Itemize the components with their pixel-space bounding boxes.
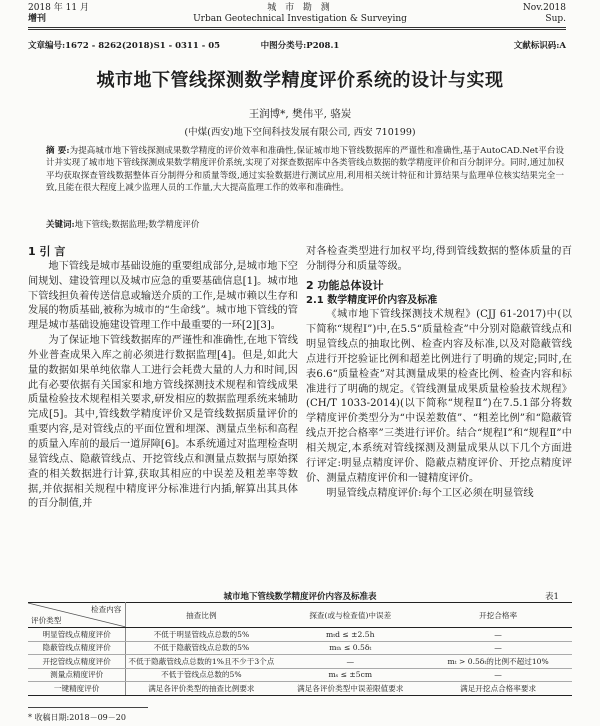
abstract-label: 摘 要: xyxy=(46,146,70,156)
left-column xyxy=(28,245,298,581)
table-row xyxy=(28,628,572,642)
corner-top-label: 检查内容 xyxy=(91,605,122,614)
paper-affiliation: (中煤(西安)地下空间科技发展有限公司, 西安 710199) xyxy=(184,127,416,138)
header-rule-2 xyxy=(28,29,566,30)
table-row xyxy=(28,641,572,655)
table-cell: — xyxy=(424,668,572,682)
table-cell: 不低于明显管线点总数的5% xyxy=(126,628,276,642)
article-number: 文章编号:1672 - 8262(2018)S1 - 0311 - 05 xyxy=(28,41,221,51)
received-date-footnote: * 收稿日期:2018－09－20 xyxy=(28,713,126,722)
keywords-label: 关键词: xyxy=(46,220,75,230)
header-month-en: Nov.2018 xyxy=(522,3,566,13)
right-column xyxy=(306,245,572,581)
table-header-row xyxy=(28,603,572,628)
table-cell: — xyxy=(424,628,572,642)
keywords xyxy=(46,219,564,231)
table-cell: mₜd ≤ ±2.5h xyxy=(276,628,424,642)
table-header-cell: 抽查比例 xyxy=(126,603,276,628)
header-supp-en: Sup. xyxy=(545,14,566,24)
table-cell: 不低于隐蔽管线点总数的1%且不少于3个点 xyxy=(126,655,276,669)
precision-standard-table xyxy=(28,602,572,696)
section-2-1-heading: 2.1 数学精度评价内容及标准 xyxy=(306,294,438,306)
clc-number: 中图分类号:P208.1 xyxy=(260,41,340,51)
table-cell: 满足开挖点合格率要求 xyxy=(424,682,572,696)
obvious-point-paragraph: 明显管线点精度评价:每个工区必须在明显管线 xyxy=(326,487,534,499)
table-cell: 满足各评价类型中误差限值要求 xyxy=(276,682,424,696)
intro-paragraph-2: 为了保证地下管线数据库的严谨性和准确性,在地下管线外业普查成果入库之前必须进行数据监理[4]。但是,如此大量的数据如果单纯依靠人工进行会耗费大量的人力和时间,因此有必要依据有关国家和地方管线探测技术规程和管线成果质量检验技术规程相关要求,研发相应的数据监理系统来辅助完成[5]。其中,管线数学精度评价又是管线数据质量评价的重要内容,是对管线点的平面位置和埋深、测量点坐标和高程的质量入库前的最后一道屏障[6]。本系统通过对监理检查明显管线点、隐蔽管线点、开挖管线点和测量点数据与原始探查的相关数据进行计算,获取其相应的中误差及粗差率等数据,并依据相关规程中精度评分标准进行内插,解算出其具体的百分制值,并 xyxy=(28,335,298,510)
paper-authors: 王润博*, 樊伟平, 骆炭 xyxy=(248,108,352,120)
abstract xyxy=(46,145,564,194)
table-cell: mₜ > 0.5δₜ的比例不超过10% xyxy=(424,655,572,669)
abstract-text: 为提高城市地下管线探测成果数学精度的评价效率和准确性,保证城市地下管线数据库的严谨性和准确性,基于AutoCAD.Net平台设计并实现了城市地下管线探测成果数学精度评价系统,实现了对探查数据库中各类管线点数据的数学精度评价和百分制评分。同时,通过加权平均获取探查管线数据整体百分制得分和质量等级,通过实验数据进行测试应用,利用相关统计特征和计算结果与监理单位核实结果完全一致,且能在很大程度上减少监理人员的工作量,大大提高监理工作的效率和准确性。 xyxy=(46,146,564,193)
section-1-heading: 1 引 言 xyxy=(28,245,66,258)
header-rule xyxy=(28,27,566,28)
table-cell: 测量点精度评价 xyxy=(28,668,126,682)
table-cell: — xyxy=(424,641,572,655)
table-cell: 明显管线点精度评价 xyxy=(28,628,126,642)
table-cell: — xyxy=(276,655,424,669)
header-year-month: 2018 年 11 月 xyxy=(28,3,89,13)
table-number: 表1 xyxy=(545,592,559,602)
header-journal-en: Urban Geotechnical Investigation & Surveying xyxy=(193,14,407,24)
table-corner-cell xyxy=(28,603,126,628)
table-header-cell: 探查(或与检查值)中误差 xyxy=(276,603,424,628)
header-journal-cn: 城 市 勘 测 xyxy=(267,3,333,13)
paper-title: 城市地下管线探测数学精度评价系统的设计与实现 xyxy=(96,70,504,91)
table-caption: 城市地下管线数学精度评价内容及标准表 xyxy=(223,592,377,602)
document-code: 文献标识码:A xyxy=(513,41,566,51)
table-header-cell: 开挖合格率 xyxy=(424,603,572,628)
header-issue: 增刊 xyxy=(28,14,47,24)
table-row xyxy=(28,668,572,682)
table-cell: 一键精度评价 xyxy=(28,682,126,696)
footnote-rule xyxy=(28,707,148,708)
table-cell: 不低于隐蔽管线点总数的5% xyxy=(126,641,276,655)
keywords-text: 地下管线;数据监理;数学精度评价 xyxy=(74,220,200,230)
section-2-1-paragraph: 《城市地下管线探测技术规程》(CJJ 61-2017)中(以下简称“规程Ⅰ”)中,在5.5“质量检查”中分别对隐蔽管线点和明显管线点的抽取比例、检查内容及标准,以及对隐蔽管线点进行开挖验证比例和超差比例进行了明确的规定;同时,在表6.6“质量检查”对其测量成果的检查比例、检查内容和标准进行了明确的规定。《管线测量成果质量检验技术规程》(CH/T 1033-2014)(以下简称“规程Ⅱ”)在7.5.1部分将数学精度评价类型分为“中误差数值”、“粗差比例”和“隐蔽管线点开挖合格率”三类进行评价。结合“规程Ⅰ”和“规程Ⅱ”中相关规定,本系统对管线探测及测量成果从以下几个方面进行评定:明显点精度评价、隐蔽点精度评价、开挖点精度评价、测量点精度评价和一键精度评价。 xyxy=(306,309,572,484)
corner-bottom-label: 评价类型 xyxy=(31,616,62,625)
intro-paragraph-1: 地下管线是城市基础设施的重要组成部分,是城市地下空间规划、建设管理以及城市应急的重要基础信息[1]。城市地下管线担负着传送信息或输送介质的工作,是城市赖以生存和发展的物质基础,被称为城市的“生命线”。城市地下管线的管理是城市基础设施建设管理工作中最重要的一环[2][3]。 xyxy=(28,260,298,332)
table-row xyxy=(28,682,572,696)
table-row xyxy=(28,655,572,669)
intro-paragraph-continued: 对各检查类型进行加权平均,得到管线数据的整体质量的百分制得分和质量等级。 xyxy=(306,246,572,272)
table-cell: 满足各评价类型的抽查比例要求 xyxy=(126,682,276,696)
table-cell: 不低于管线点总数的5% xyxy=(126,668,276,682)
section-2-heading: 2 功能总体设计 xyxy=(306,278,384,292)
table-cell: 隐蔽管线点精度评价 xyxy=(28,641,126,655)
table-cell: mₛ ≤ ±5cm xyxy=(276,668,424,682)
table-cell: 开挖管线点精度评价 xyxy=(28,655,126,669)
table-cell: mₜₕ ≤ 0.5δₜ xyxy=(276,641,424,655)
